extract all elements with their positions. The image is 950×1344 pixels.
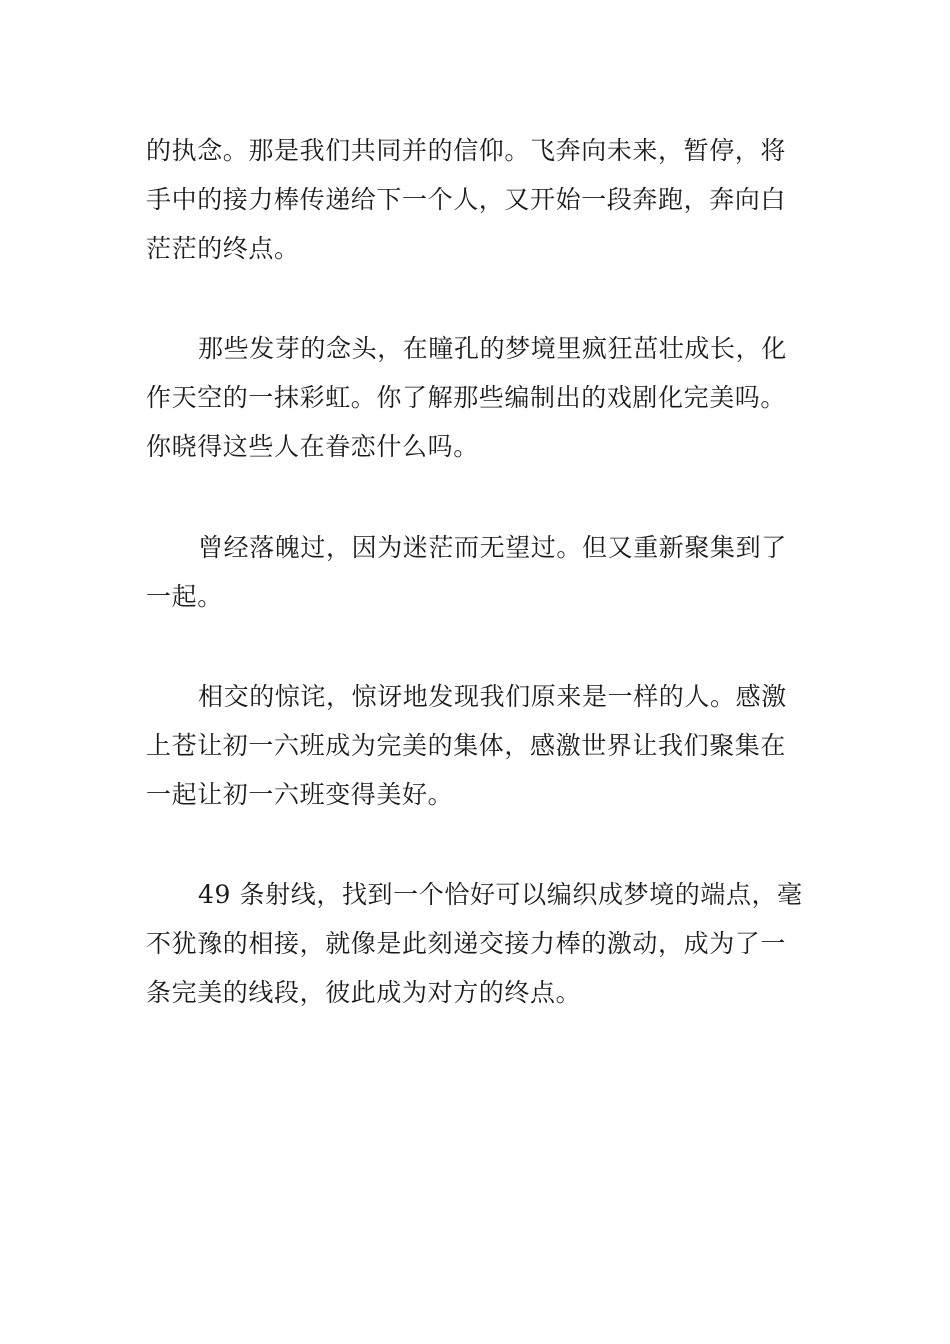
paragraph-5-line-3: 条完美的线段，彼此成为对方的终点。 <box>146 978 582 1007</box>
paragraph-5-line-2: 不犹豫的相接，就像是此刻递交接力棒的激动，成为了一 <box>146 929 787 958</box>
paragraph-4-line-2: 上苍让初一六班成为完美的集体，感激世界让我们聚集在 <box>146 731 787 760</box>
paragraph-3-line-1: 曾经落魄过，因为迷茫而无望过。但又重新聚集到了 <box>198 533 787 562</box>
paragraph-3-line-2: 一起。 <box>146 582 223 611</box>
paragraph-2-line-2: 作天空的一抹彩虹。你了解那些编制出的戏剧化完美吗。 <box>146 383 787 412</box>
paragraph-1-line-2: 手中的接力棒传递给下一个人，又开始一段奔跑，奔向白 <box>146 185 787 214</box>
paragraph-1-line-1: 的执念。那是我们共同并的信仰。飞奔向未来，暂停，将 <box>146 136 787 165</box>
paragraph-4-line-1: 相交的惊诧，惊讶地发现我们原来是一样的人。感激 <box>198 682 787 711</box>
paragraph-4-line-3: 一起让初一六班变得美好。 <box>146 780 454 809</box>
paragraph-1-line-3: 茫茫的终点。 <box>146 234 300 263</box>
paragraph-2-line-3: 你晓得这些人在眷恋什么吗。 <box>146 432 479 461</box>
paragraph-2-line-1: 那些发芽的念头，在瞳孔的梦境里疯狂茁壮成长，化 <box>198 334 787 363</box>
paragraph-5-line-1: 49 条射线，找到一个恰好可以编织成梦境的端点，毫 <box>198 880 803 909</box>
